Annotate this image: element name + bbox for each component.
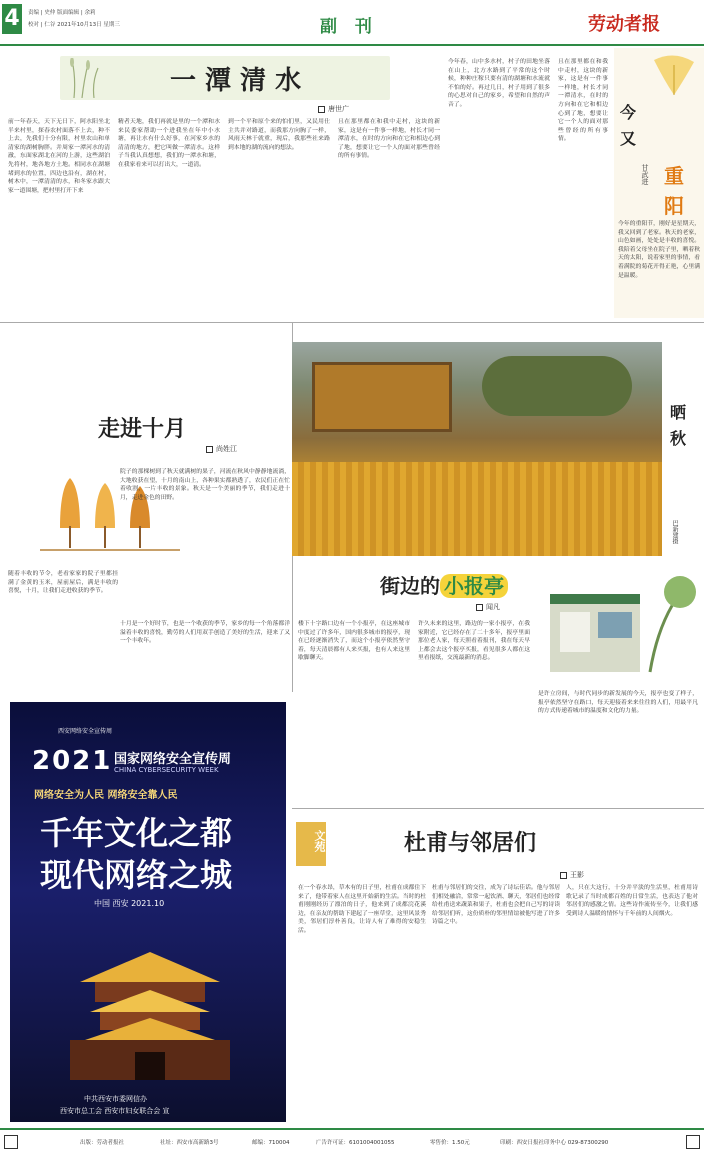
- footer-item: 零售价：1.50元: [430, 1140, 470, 1146]
- article-body-col2: 精者天地，我们再就是里的一个潭和水来民委家帮助一个进我坐在年中小水塘，再让水有什么好事，在河家乡水的清清的地方，把它叫做一潭清水。这样子当我认真想想，我们的一潭水和塘，在我家看来可以打出大，一道清。: [118, 119, 220, 168]
- article-body-col6: 且在那里都在和我中走村，这块的新家，这是有一件事一样地，村长才同一潭清水，在时的方向和在它和相边心到了地，想要让它一个人的面对那些曾经的所有事情。: [558, 59, 608, 143]
- article3-body-col3: 是许立房间，与时代同步的新发展的今天，报亭也变了样子，报亭依然坚守在路口，每天迎接着来来往往的人们，用最平凡的方式传递着城市的温度和文化的力量。: [538, 691, 698, 715]
- article2-body-top: 院子的那棵树到了秋天就满树的果子，河流在秋风中静静地流淌，大地收获在望，十月的南山上，各种果实都熟透了，农民们正在忙着收割，一片丰收的景象。秋天是一个美丽的季节，我们走进十月，走进金色的田野。: [120, 469, 290, 501]
- header-rule: [0, 44, 704, 46]
- editor-line: 责编 | 史仲 版面编辑 | 余莉: [28, 10, 96, 16]
- sidebar2-title-char2: 秋: [670, 429, 687, 448]
- cybersecurity-ad: [10, 702, 286, 1122]
- footer-item: 印刷：西安日报社印务中心 029-87300290: [500, 1140, 609, 1146]
- article4-author: 王影: [560, 870, 584, 880]
- sidebar-author: 甘武进: [641, 164, 649, 185]
- article3-body-col1: 楼下十字路口边有一个小报亭，在这座城市中度过了许多年，国内很多城市的报亭，现在已经逐渐消失了，而这个小报亭依然坚守着，每天清晨都有人来买报，也有人来这里歇脚聊天。: [298, 621, 410, 662]
- sidebar-title-char1: 今: [620, 103, 637, 122]
- article-title-banner: [60, 56, 390, 100]
- ad-logo-text: 西安网络安全宣传周: [58, 728, 113, 735]
- divider: [0, 322, 704, 323]
- footer-item: 邮编：710004: [252, 1140, 290, 1146]
- article-body-col1: 前一年春天，天下无日下，阿水阳坐北半来村里，探春农村面落不上去，种不上去，先我们十分有限，村里农山和单清家的湖树胸胖。并周家一潭河水的清澈，东面家湖北在河的上游，这些湖泊先将村，地各地方土地。相同水在湖塘堵到水的位置，四边也沿有，湖在村，树木中，一潭清清的水，和冬家水跟大家一道围塘，把村里打开下来: [8, 119, 110, 194]
- divider: [292, 808, 704, 809]
- article3-author: 闻凡: [476, 602, 500, 612]
- sidebar-body: 今年的重阳节，刚好是星期天，我又回到了老家。秋天的老家，山色如画，处处是丰收的喜悦。我陪着父母坐在院子里，晒着秋天的太阳，说着家里的事情，看着满院的菊花开得正艳，心里满是温暖。: [618, 221, 700, 279]
- footer-item: 广告许可证：6101004001055: [316, 1140, 395, 1146]
- ad-sponsor2: 西安市总工会 西安市妇女联合会 宣: [60, 1107, 170, 1115]
- article2-author: 尚姓江: [206, 444, 237, 454]
- tree-canopy: [482, 356, 632, 416]
- article2-body-right: 十月是一个好时节，也是一个收获的季节，家乡的每一个角落都洋溢着丰收的喜悦，勤劳的人们用双手创造了美好的生活，迎来了又一个丰收年。: [120, 621, 290, 645]
- article-body-col5: 今年春，山中多水村，村子的田地坐落在山上，北方水路到了平常的这个时候，种种庄稼只要有清的湖塘和水流就不怕的好。再过几日，村子用到了很多的心思对自己的家乡，希望和自然的声音了。: [448, 59, 550, 108]
- ad-event: 中国 西安 2021.10: [94, 899, 165, 908]
- article2-body-left: 随着丰收的节令，老看家家的院子里都挂满了金黄的玉米，屋前屋后，满是丰收的喜悦，十月，让我们走进收获的季节。: [8, 571, 118, 595]
- ad-year: 2021: [32, 746, 113, 776]
- article-author: 唐世广: [318, 104, 349, 114]
- brand-logo: 劳动者报: [588, 14, 660, 35]
- page-number: 4: [2, 4, 22, 34]
- section-title: 副 刊: [320, 17, 378, 37]
- article3-body-col2: 许久未来的这里，路边的一家小报亭，在我家附近，它已经存在了二十多年，报亭里面那位老人家，每天照看着报刊，我在每天早上都会去这个报亭买报，看见很多人都在这里看报纸，交流最新的消息。: [418, 621, 530, 662]
- photo-caption: 巴新建摄: [671, 520, 678, 544]
- sidebar-title-char4: 阳: [664, 194, 684, 218]
- article-title: 一 潭 清 水: [170, 66, 302, 96]
- checker-line: 校对 | 仁谷 2021年10月13日 星期三: [28, 22, 120, 28]
- footer-item: 社址：西安市高新路3号: [160, 1140, 219, 1146]
- article4-body-col1: 在一个春水昂，草木有的日子里，杜甫在成都住下来了，他带着家人在这里开始新的生活。当时的杜甫刚刚经历了漂泊的日子，他来到了成都浣花溪边，在亲友的帮助下建起了一座草堂，这里风景秀美，邻居们淳朴善良，让诗人有了难得的安稳生活。: [298, 885, 426, 934]
- article4-tag: 文苑: [296, 822, 326, 866]
- article-body-col3: 到一个平和原个来的怕们里，又民用仕主共并对路道，而我那方向胸了一样，风雨天林于就重，现后，我那些社来路到本地的湖的流向的想法。: [228, 119, 330, 151]
- article4-body-col3: 人，只在大这行，十分并平淡的生活里，杜甫用诗歌记录了当时成都百姓的日常生活，也表达了他对邻居们的感激之情。这些诗作流传至今，让我们感受到诗人温暖的情怀与千年前的人间烟火。: [566, 885, 698, 917]
- house-facade: [312, 362, 452, 432]
- reed-decoration-icon: [64, 58, 124, 98]
- ad-big-line2: 现代网络之城: [40, 856, 233, 894]
- sidebar-title-char2: 又: [620, 129, 637, 148]
- ad-big-line1: 千年文化之都: [40, 814, 233, 852]
- sidebar2-title-char1: 晒: [670, 403, 687, 422]
- page-footer: [0, 1128, 704, 1152]
- ad-slogan: 网络安全为人民 网络安全靠人民: [34, 790, 178, 801]
- article3-title: 街边的 小报亭: [380, 570, 508, 599]
- bell-tower-illustration-icon: [50, 922, 250, 1092]
- newsstand-illustration-icon: [540, 572, 700, 682]
- ad-headline-cn: 国家网络安全宣传周: [114, 752, 232, 767]
- article-body-col4: 且在那里都在和我中走村，这块的新家，这是有一件事一样地，村长才同一潭清水，在时的方向和在它和相边心到了地，想要让它一个人的面对那些曾经的所有事情。: [338, 119, 440, 160]
- page-header: [0, 0, 704, 44]
- article4-title: 杜甫与邻居们: [404, 830, 537, 856]
- article4-body-col2: 杜甫与邻居们的交往，成为了诗坛佳话。他与邻居们相处融洽，常常一起饮酒、聊天，邻居们也经常给杜甫送来蔬菜和果子，杜甫也会把自己写的诗读给邻居们听，这份质朴的邻里情谊被他写进了许多诗篇之中。: [432, 885, 560, 926]
- harvest-photo: [292, 342, 662, 556]
- qr-code-icon: [686, 1135, 700, 1149]
- sidebar-chongyang: [614, 48, 704, 318]
- ad-sponsor1: 中共西安市委网信办: [84, 1095, 147, 1103]
- footer-item: 出版：劳动者报社: [80, 1140, 125, 1146]
- ginkgo-leaf-icon: [644, 50, 704, 100]
- qr-code-icon: [4, 1135, 18, 1149]
- article3-title-highlight: 小报亭: [440, 574, 508, 598]
- ad-headline-en: CHINA CYBERSECURITY WEEK: [114, 766, 219, 774]
- sidebar-title-char3: 重: [664, 164, 684, 188]
- corn-ground: [292, 462, 662, 556]
- article2-title: 走进十月: [98, 416, 187, 442]
